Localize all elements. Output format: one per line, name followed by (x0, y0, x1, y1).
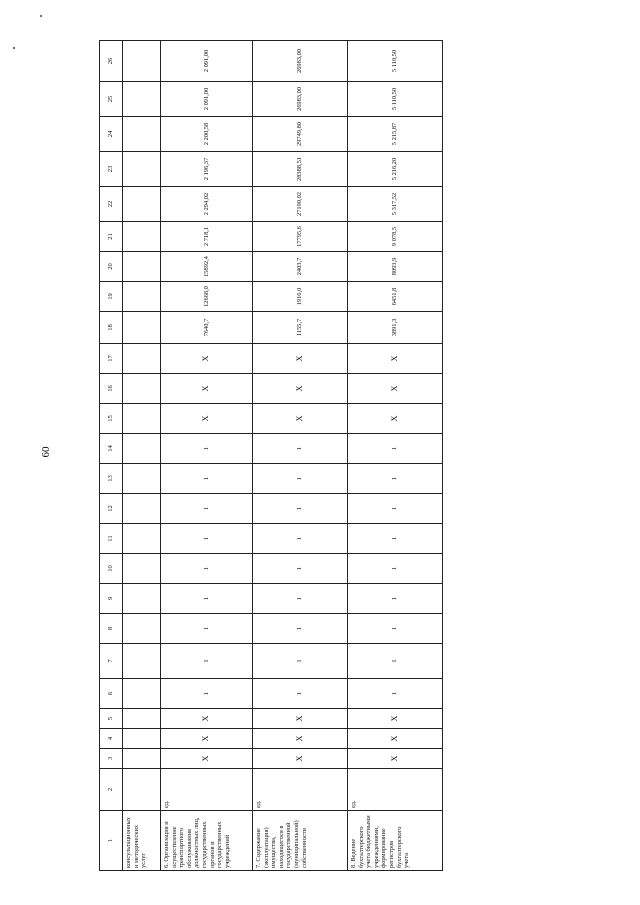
cell-text: 1155,7 (296, 318, 304, 337)
table-cell (253, 729, 348, 749)
cell-text: 1916,0 (296, 287, 304, 306)
table-cell (161, 524, 253, 554)
table-cell (348, 709, 443, 729)
table-cell (123, 222, 161, 252)
column-header-15: 15 (100, 404, 123, 434)
table-cell (348, 374, 443, 404)
cell-text: X (201, 355, 211, 362)
table-row (123, 41, 161, 871)
column-header-9: 9 (100, 584, 123, 614)
table-cell (253, 282, 348, 312)
table-cell (253, 679, 348, 709)
table-cell (161, 769, 253, 811)
cell-text: 2403,7 (296, 257, 304, 276)
cell-text: 5 317,52 (391, 192, 399, 216)
cell-text: 1 (296, 659, 304, 663)
table-cell (123, 614, 161, 644)
cell-text: 1 (202, 506, 210, 511)
cell-text: 2 091,00 (202, 87, 210, 111)
table-cell (348, 464, 443, 494)
cell-text: 12668,0 (202, 286, 210, 307)
table-cell (123, 404, 161, 434)
column-header-24: 24 (100, 117, 123, 152)
table-cell (123, 769, 161, 811)
column-header-13: 13 (100, 464, 123, 494)
table-cell (123, 41, 161, 82)
table-cell (253, 709, 348, 729)
table-cell (348, 584, 443, 614)
table-cell (253, 584, 348, 614)
table-cell (123, 524, 161, 554)
table-cell (161, 222, 253, 252)
cell-text: X (294, 415, 304, 422)
column-header-20: 20 (100, 252, 123, 282)
table-cell (253, 404, 348, 434)
table-cell (161, 494, 253, 524)
table-cell (161, 729, 253, 749)
cell-text: 26983,00 (296, 87, 304, 111)
column-header-2: 2 (100, 769, 123, 811)
table-cell (161, 374, 253, 404)
table-cell (253, 644, 348, 679)
table-cell (348, 82, 443, 117)
row-label-cell (253, 811, 348, 871)
cell-text: ед. (350, 800, 357, 808)
table-cell (253, 494, 348, 524)
table-cell (123, 729, 161, 749)
table-cell (123, 554, 161, 584)
cell-text: X (389, 385, 399, 392)
cell-text: X (389, 755, 399, 762)
column-header-11: 11 (100, 524, 123, 554)
table-cell (161, 152, 253, 187)
column-header-1: 1 (100, 811, 123, 871)
column-header-7: 7 (100, 644, 123, 679)
row-label-cell (123, 811, 161, 871)
table-cell (253, 312, 348, 344)
table-row (348, 41, 443, 871)
cell-text: 1 (296, 476, 304, 481)
data-table (99, 40, 443, 871)
table-cell (123, 494, 161, 524)
table-cell (123, 312, 161, 344)
table-cell (161, 312, 253, 344)
cell-text: 1 (391, 566, 399, 571)
column-header-23: 23 (100, 152, 123, 187)
scan-speck (40, 15, 42, 17)
cell-text: 1 (391, 446, 399, 451)
cell-text: 1 (391, 506, 399, 511)
column-header-14: 14 (100, 434, 123, 464)
cell-text: X (389, 355, 399, 362)
table-row (161, 41, 253, 871)
cell-text: 1 (202, 536, 210, 541)
rotated-table-wrapper (99, 41, 419, 871)
table-cell (123, 749, 161, 769)
cell-text: X (201, 755, 211, 762)
table-cell (161, 404, 253, 434)
cell-text: 1 (391, 691, 399, 696)
cell-text: 1 (202, 566, 210, 571)
table-cell (161, 584, 253, 614)
table-cell (348, 344, 443, 374)
table-cell (123, 82, 161, 117)
table-cell (348, 222, 443, 252)
column-header-25: 25 (100, 82, 123, 117)
table-cell (123, 117, 161, 152)
table-cell (348, 312, 443, 344)
cell-text: 2 294,02 (202, 192, 210, 216)
table-cell (348, 404, 443, 434)
cell-text: 17795,6 (296, 226, 304, 247)
column-header-6: 6 (100, 679, 123, 709)
table-cell (161, 749, 253, 769)
table-cell (123, 344, 161, 374)
table-cell (348, 187, 443, 222)
table-cell (123, 644, 161, 679)
cell-text: 9 078,5 (391, 226, 399, 247)
table-cell (348, 117, 443, 152)
table-cell (253, 614, 348, 644)
cell-text: 8093,9 (391, 257, 399, 276)
table-cell (253, 152, 348, 187)
cell-text: X (294, 385, 304, 392)
table-cell (123, 374, 161, 404)
cell-text: 8. Ведение бухгалтерского учета бюджетными учреждениями, формирование регистров бухгалтерского учета (350, 815, 411, 868)
cell-text: 15892,4 (202, 256, 210, 277)
table-cell (348, 252, 443, 282)
cell-text: ед. (255, 800, 262, 808)
table-row (253, 41, 348, 871)
cell-text: 3891,3 (391, 318, 399, 337)
table-cell (123, 152, 161, 187)
table-cell (123, 709, 161, 729)
cell-text: 1 (296, 596, 304, 601)
column-header-22: 22 (100, 187, 123, 222)
cell-text: X (389, 715, 399, 722)
table-cell (253, 769, 348, 811)
header-row (100, 41, 123, 871)
column-header-17: 17 (100, 344, 123, 374)
column-header-3: 3 (100, 749, 123, 769)
cell-text: 1 (391, 536, 399, 541)
table-cell (253, 554, 348, 584)
table-cell (253, 524, 348, 554)
cell-text: 28388,51 (296, 157, 304, 181)
cell-text: 7640,7 (202, 318, 210, 337)
cell-text: X (201, 385, 211, 392)
cell-text: X (201, 715, 211, 722)
table-cell (123, 434, 161, 464)
table-cell (123, 464, 161, 494)
cell-text: 1 (391, 626, 399, 631)
column-header-5: 5 (100, 709, 123, 729)
cell-text: 1 (202, 691, 210, 696)
column-header-19: 19 (100, 282, 123, 312)
table-cell (161, 709, 253, 729)
cell-text: консультационных и методических услуг (125, 817, 148, 868)
cell-text: 27190,02 (296, 192, 304, 216)
cell-text: 2 091,00 (202, 49, 210, 73)
table-cell (123, 187, 161, 222)
table-cell (348, 769, 443, 811)
cell-text: 5 110,50 (391, 49, 399, 73)
cell-text: 1 (202, 596, 210, 601)
column-header-12: 12 (100, 494, 123, 524)
table-cell (348, 41, 443, 82)
column-header-18: 18 (100, 312, 123, 344)
cell-text: 7. Содержание (эксплуатация) имущества, находящегося в государственной (муниципальной) собственности (255, 820, 308, 868)
column-header-26: 26 (100, 41, 123, 82)
column-header-4: 4 (100, 729, 123, 749)
table-cell (161, 82, 253, 117)
table-cell (253, 434, 348, 464)
table-cell (161, 187, 253, 222)
table-cell (253, 344, 348, 374)
table-cell (253, 41, 348, 82)
cell-text: 1 (202, 626, 210, 631)
cell-text: 5 215,87 (391, 122, 399, 146)
cell-text: 1 (391, 596, 399, 601)
table-cell (161, 282, 253, 312)
table-cell (253, 252, 348, 282)
table-cell (348, 679, 443, 709)
cell-text: 1 (296, 626, 304, 631)
column-header-8: 8 (100, 614, 123, 644)
column-header-21: 21 (100, 222, 123, 252)
table-cell (161, 344, 253, 374)
cell-text: 1 (296, 536, 304, 541)
table-cell (348, 729, 443, 749)
table-cell (348, 614, 443, 644)
table-cell (348, 282, 443, 312)
cell-text: 1 (202, 476, 210, 481)
scan-speck (13, 47, 15, 49)
cell-text: 5 216,20 (391, 157, 399, 181)
table-cell (161, 679, 253, 709)
table-cell (348, 434, 443, 464)
table-cell (123, 679, 161, 709)
row-label-cell (161, 811, 253, 871)
cell-text: X (294, 755, 304, 762)
table-cell (253, 374, 348, 404)
page-number: 60 (40, 446, 52, 458)
table-cell (348, 554, 443, 584)
cell-text: 5 110,50 (391, 87, 399, 111)
table-cell (253, 749, 348, 769)
table-cell (348, 644, 443, 679)
table-cell (161, 117, 253, 152)
table-cell (348, 524, 443, 554)
table-cell (123, 584, 161, 614)
cell-text: 2 718,1 (202, 226, 210, 247)
table-cell (253, 187, 348, 222)
table-cell (161, 434, 253, 464)
cell-text: 1 (391, 659, 399, 663)
cell-text: X (294, 735, 304, 742)
table-cell (253, 464, 348, 494)
table-cell (123, 282, 161, 312)
cell-text: 1 (391, 476, 399, 481)
table-cell (161, 554, 253, 584)
table-cell (253, 82, 348, 117)
table-cell (348, 152, 443, 187)
cell-text: X (201, 735, 211, 742)
cell-text: 1 (296, 506, 304, 511)
cell-text: 29749,80 (296, 122, 304, 146)
cell-text: 26983,00 (296, 49, 304, 73)
table-cell (161, 41, 253, 82)
table-cell (123, 252, 161, 282)
table-cell (161, 644, 253, 679)
table-cell (253, 222, 348, 252)
cell-text: 1 (296, 691, 304, 696)
table-cell (161, 252, 253, 282)
cell-text: X (389, 415, 399, 422)
column-header-16: 16 (100, 374, 123, 404)
table-cell (348, 494, 443, 524)
cell-text: 1 (296, 566, 304, 571)
cell-text: X (294, 355, 304, 362)
cell-text: 2 200,58 (202, 122, 210, 146)
table-cell (161, 464, 253, 494)
cell-text: ед. (163, 800, 170, 808)
cell-text: X (201, 415, 211, 422)
cell-text: 1 (202, 659, 210, 663)
cell-text: 6. Организация и осуществление транспортного обслуживания должностных лиц, государственных органов и государственных учреждений (163, 817, 231, 868)
cell-text: X (294, 715, 304, 722)
cell-text: 1 (296, 446, 304, 451)
table-cell (161, 614, 253, 644)
cell-text: 2 196,37 (202, 157, 210, 181)
table-cell (348, 749, 443, 769)
cell-text: X (389, 735, 399, 742)
cell-text: 6451,8 (391, 287, 399, 306)
cell-text: 1 (202, 446, 210, 451)
table-cell (253, 117, 348, 152)
row-label-cell (348, 811, 443, 871)
column-header-10: 10 (100, 554, 123, 584)
